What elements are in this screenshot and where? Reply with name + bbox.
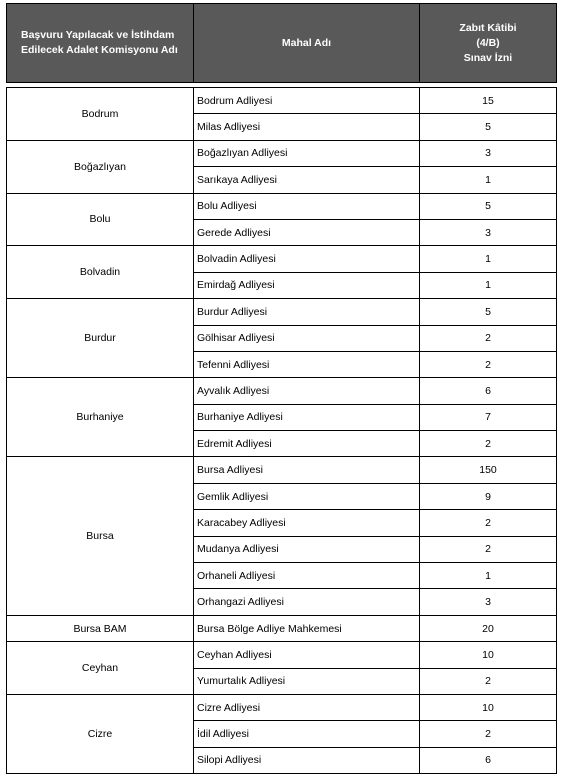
exam-permit-count: 3	[420, 219, 557, 245]
table-row	[7, 246, 557, 272]
place-name: Yumurtalık Adliyesi	[194, 668, 420, 694]
place-name: Edremit Adliyesi	[194, 431, 420, 457]
exam-permit-count: 2	[420, 721, 557, 747]
commission-table	[6, 3, 557, 774]
table-row	[7, 140, 557, 166]
place-name: Orhangazi Adliyesi	[194, 589, 420, 615]
exam-permit-count: 6	[420, 378, 557, 404]
exam-permit-count: 2	[420, 325, 557, 351]
place-name: Boğazlıyan Adliyesi	[194, 140, 420, 166]
commission-name: Burdur	[7, 299, 194, 378]
commission-name: Bursa BAM	[7, 615, 194, 641]
table-row	[7, 642, 557, 668]
table-row	[7, 694, 557, 720]
header-commission	[7, 4, 194, 83]
exam-permit-count: 20	[420, 615, 557, 641]
place-name: Bolu Adliyesi	[194, 193, 420, 219]
place-name: Sarıkaya Adliyesi	[194, 167, 420, 193]
place-name: Karacabey Adliyesi	[194, 510, 420, 536]
place-name: Ayvalık Adliyesi	[194, 378, 420, 404]
header-commission-line2: Edilecek Adalet Komisyonu Adı	[21, 44, 178, 56]
header-count	[420, 4, 557, 83]
place-name: Milas Adliyesi	[194, 114, 420, 140]
table-row	[7, 193, 557, 219]
exam-permit-count: 2	[420, 668, 557, 694]
exam-permit-count: 1	[420, 563, 557, 589]
place-name: Bursa Adliyesi	[194, 457, 420, 483]
place-name: Bolvadin Adliyesi	[194, 246, 420, 272]
header-count-line3: Sınav İzni	[463, 51, 513, 64]
place-name: Orhaneli Adliyesi	[194, 563, 420, 589]
table-row	[7, 457, 557, 483]
exam-permit-count: 150	[420, 457, 557, 483]
exam-permit-count: 2	[420, 351, 557, 377]
place-name: Silopi Adliyesi	[194, 747, 420, 773]
place-name: Cizre Adliyesi	[194, 694, 420, 720]
exam-permit-count: 10	[420, 642, 557, 668]
header-count-line2: (4/B)	[476, 36, 500, 49]
exam-permit-count: 3	[420, 140, 557, 166]
table-body	[7, 88, 557, 774]
place-name: İdil Adliyesi	[194, 721, 420, 747]
commission-name: Burhaniye	[7, 378, 194, 457]
place-name: Tefenni Adliyesi	[194, 351, 420, 377]
place-name: Gerede Adliyesi	[194, 219, 420, 245]
table-header	[7, 4, 557, 88]
exam-permit-count: 2	[420, 431, 557, 457]
table-row	[7, 378, 557, 404]
exam-permit-count: 9	[420, 483, 557, 509]
commission-name: Cizre	[7, 694, 194, 773]
place-name: Mudanya Adliyesi	[194, 536, 420, 562]
place-name: Burdur Adliyesi	[194, 299, 420, 325]
commission-name: Boğazlıyan	[7, 140, 194, 193]
commission-name: Bolu	[7, 193, 194, 246]
header-commission-line1: Başvuru Yapılacak ve İstihdam	[21, 29, 175, 41]
place-name: Gölhisar Adliyesi	[194, 325, 420, 351]
place-name: Emirdağ Adliyesi	[194, 272, 420, 298]
commission-name: Bodrum	[7, 88, 194, 141]
exam-permit-count: 2	[420, 510, 557, 536]
exam-permit-count: 5	[420, 114, 557, 140]
place-name: Ceyhan Adliyesi	[194, 642, 420, 668]
exam-permit-count: 10	[420, 694, 557, 720]
place-name: Gemlik Adliyesi	[194, 483, 420, 509]
commission-name: Bursa	[7, 457, 194, 615]
exam-permit-count: 1	[420, 167, 557, 193]
exam-permit-count: 1	[420, 272, 557, 298]
exam-permit-count: 5	[420, 193, 557, 219]
place-name: Bodrum Adliyesi	[194, 88, 420, 114]
commission-name: Ceyhan	[7, 642, 194, 695]
table-row	[7, 615, 557, 641]
exam-permit-count: 3	[420, 589, 557, 615]
exam-permit-count: 5	[420, 299, 557, 325]
commission-name: Bolvadin	[7, 246, 194, 299]
exam-permit-count: 2	[420, 536, 557, 562]
header-count-line1: Zabıt Kâtibi	[459, 21, 517, 34]
place-name: Burhaniye Adliyesi	[194, 404, 420, 430]
exam-permit-count: 7	[420, 404, 557, 430]
table-row	[7, 88, 557, 114]
exam-permit-count: 6	[420, 747, 557, 773]
place-name: Bursa Bölge Adliye Mahkemesi	[194, 615, 420, 641]
table-row	[7, 299, 557, 325]
header-place: Mahal Adı	[194, 4, 420, 83]
exam-permit-count: 15	[420, 88, 557, 114]
exam-permit-count: 1	[420, 246, 557, 272]
